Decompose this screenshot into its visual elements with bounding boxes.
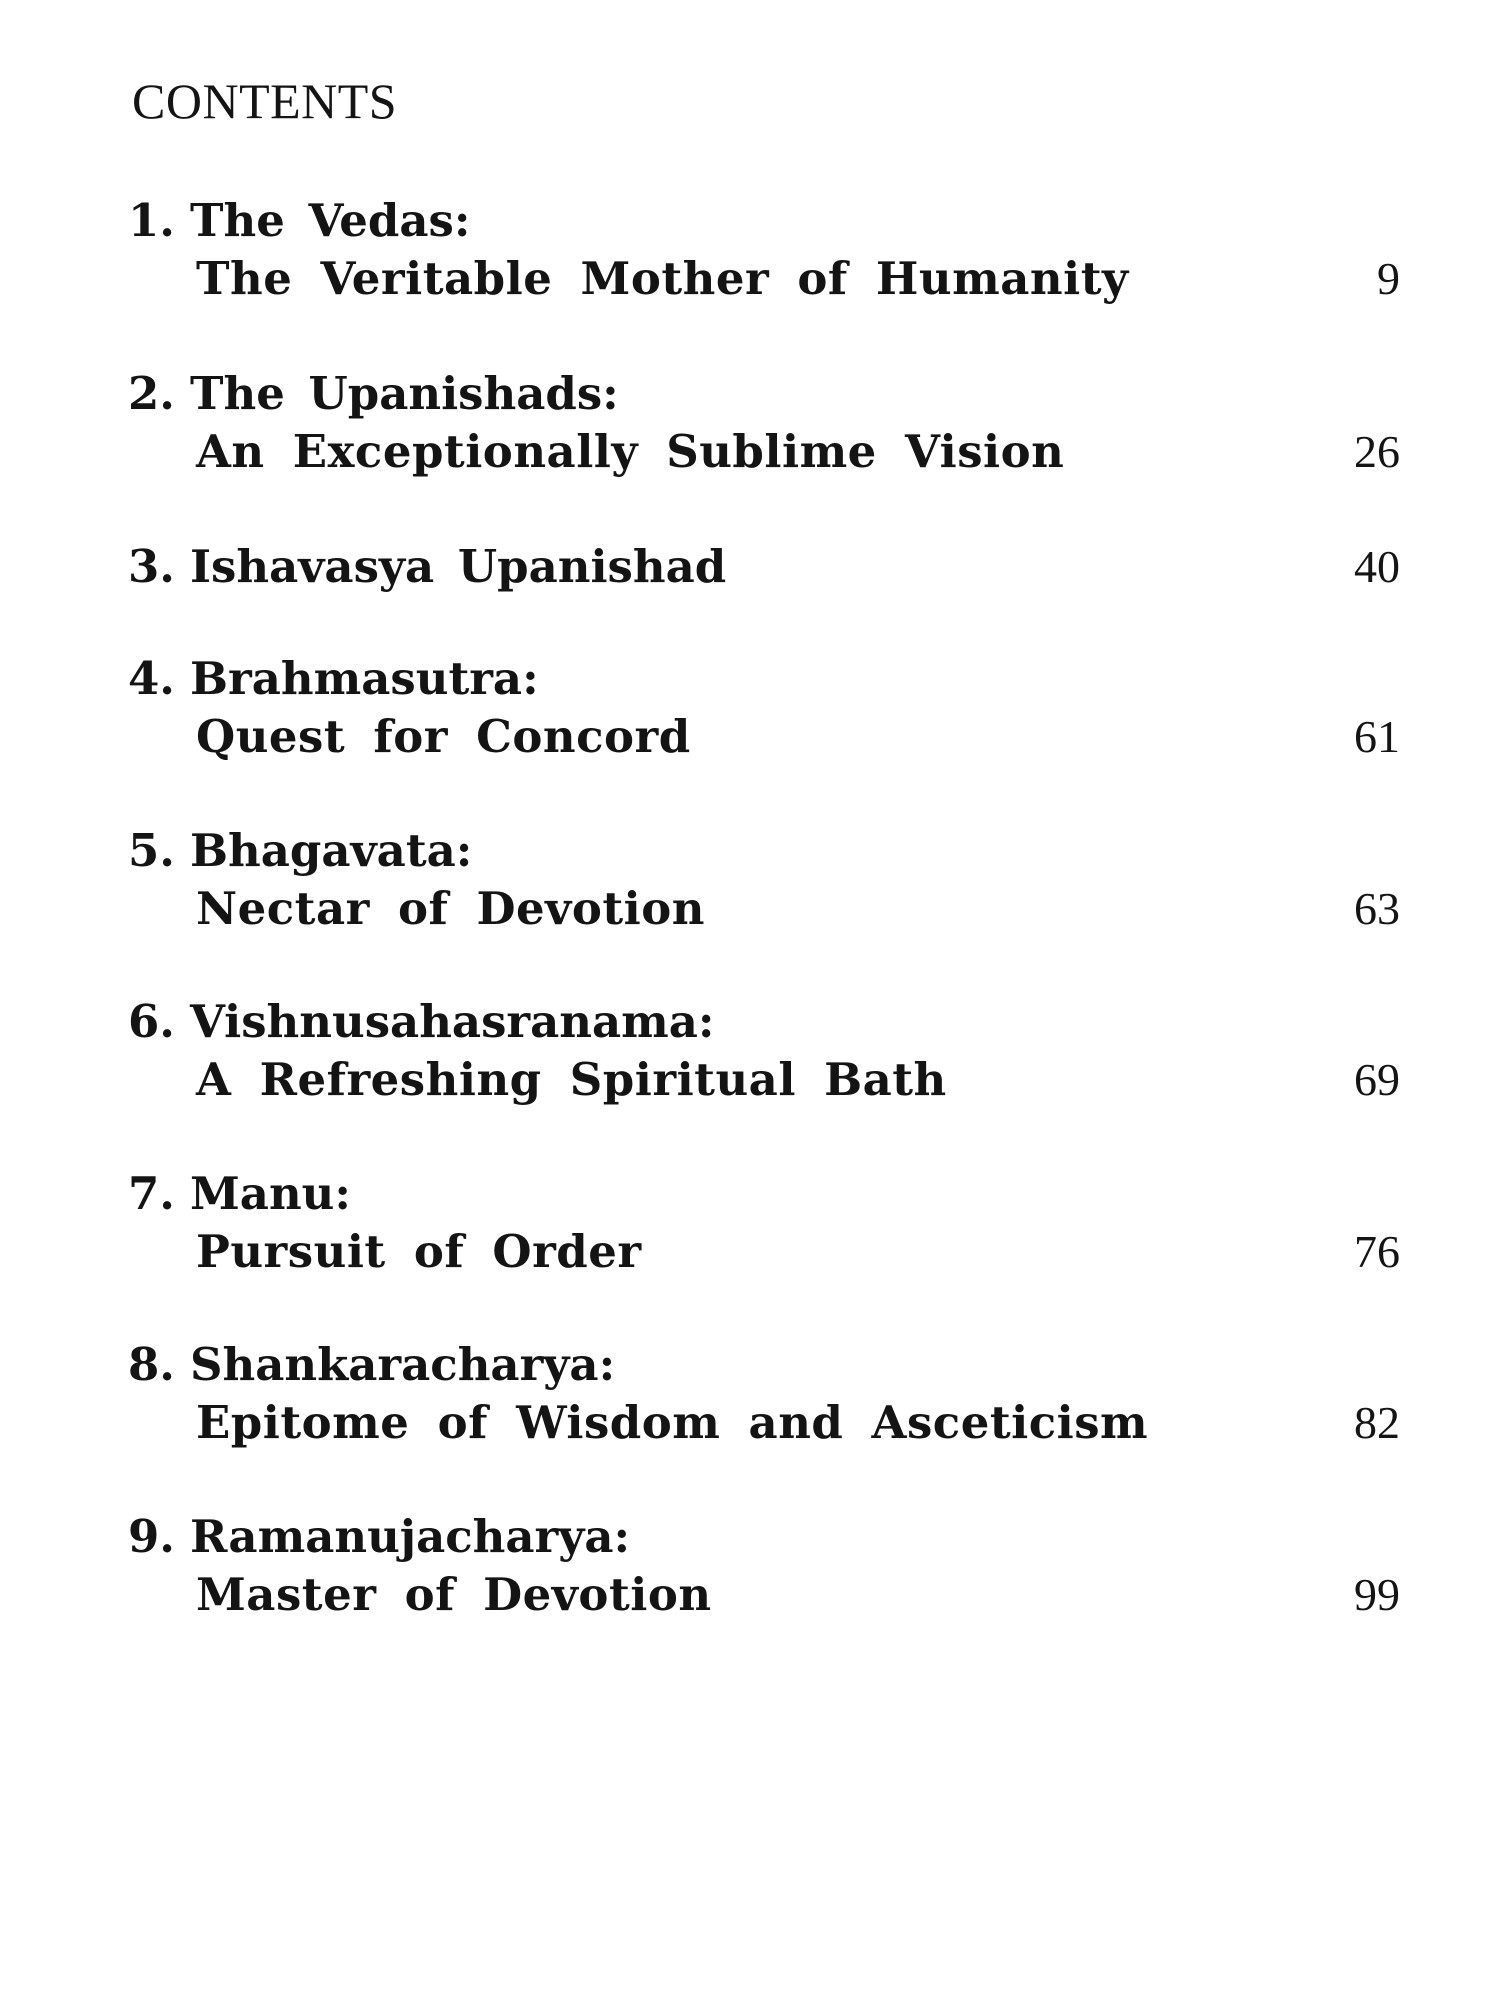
entry-page-number: 99 bbox=[1354, 1569, 1400, 1620]
toc-entry-3[interactable] bbox=[128, 538, 1400, 596]
toc-entry-4[interactable] bbox=[128, 650, 1400, 766]
toc-entry-9[interactable] bbox=[128, 1508, 1400, 1624]
entry-title: Bhagavata: bbox=[190, 824, 473, 877]
entry-subtitle: The Veritable Mother of Humanity bbox=[196, 252, 1129, 305]
entry-page-number: 69 bbox=[1354, 1054, 1400, 1105]
entry-title: Vishnusahasranama: bbox=[190, 995, 715, 1048]
entry-title: Ramanujacharya: bbox=[190, 1510, 631, 1563]
toc-entry-8[interactable] bbox=[128, 1336, 1400, 1452]
toc-entry-5[interactable] bbox=[128, 822, 1400, 938]
toc-entry-7[interactable] bbox=[128, 1165, 1400, 1281]
entry-subtitle: Quest for Concord bbox=[196, 710, 691, 763]
entry-title: Ishavasya Upanishad bbox=[190, 540, 727, 593]
entry-page-number: 76 bbox=[1354, 1226, 1400, 1277]
entry-number: 4. bbox=[128, 652, 175, 705]
entry-number: 3. bbox=[128, 540, 175, 593]
toc-entry-6[interactable] bbox=[128, 993, 1400, 1109]
entry-subtitle: Epitome of Wisdom and Asceticism bbox=[196, 1396, 1149, 1449]
page-title: CONTENTS bbox=[132, 73, 398, 129]
entry-subtitle: Pursuit of Order bbox=[196, 1225, 642, 1278]
toc-entry-1[interactable] bbox=[128, 192, 1400, 308]
entry-title: Manu: bbox=[190, 1167, 352, 1220]
entry-number: 7. bbox=[128, 1167, 175, 1220]
entry-page-number: 61 bbox=[1354, 711, 1400, 762]
entry-subtitle: Nectar of Devotion bbox=[196, 882, 705, 935]
entry-page-number: 40 bbox=[1354, 541, 1400, 592]
entry-page-number: 82 bbox=[1354, 1397, 1400, 1448]
entry-page-number: 63 bbox=[1354, 883, 1400, 934]
entry-number: 6. bbox=[128, 995, 175, 1048]
toc-entry-2[interactable] bbox=[128, 365, 1400, 481]
entry-title: The Vedas: bbox=[190, 194, 471, 247]
entry-subtitle: An Exceptionally Sublime Vision bbox=[196, 425, 1065, 478]
entry-number: 5. bbox=[128, 824, 175, 877]
entry-number: 1. bbox=[128, 194, 175, 247]
entry-title: Brahmasutra: bbox=[190, 652, 539, 705]
entry-title: Shankaracharya: bbox=[190, 1338, 616, 1391]
entry-page-number: 9 bbox=[1377, 253, 1400, 304]
entry-number: 8. bbox=[128, 1338, 175, 1391]
entry-page-number: 26 bbox=[1354, 426, 1400, 477]
entry-subtitle: Master of Devotion bbox=[196, 1568, 712, 1621]
entry-number: 9. bbox=[128, 1510, 175, 1563]
entry-title: The Upanishads: bbox=[190, 367, 619, 420]
entry-subtitle: A Refreshing Spiritual Bath bbox=[196, 1053, 947, 1106]
entry-number: 2. bbox=[128, 367, 175, 420]
